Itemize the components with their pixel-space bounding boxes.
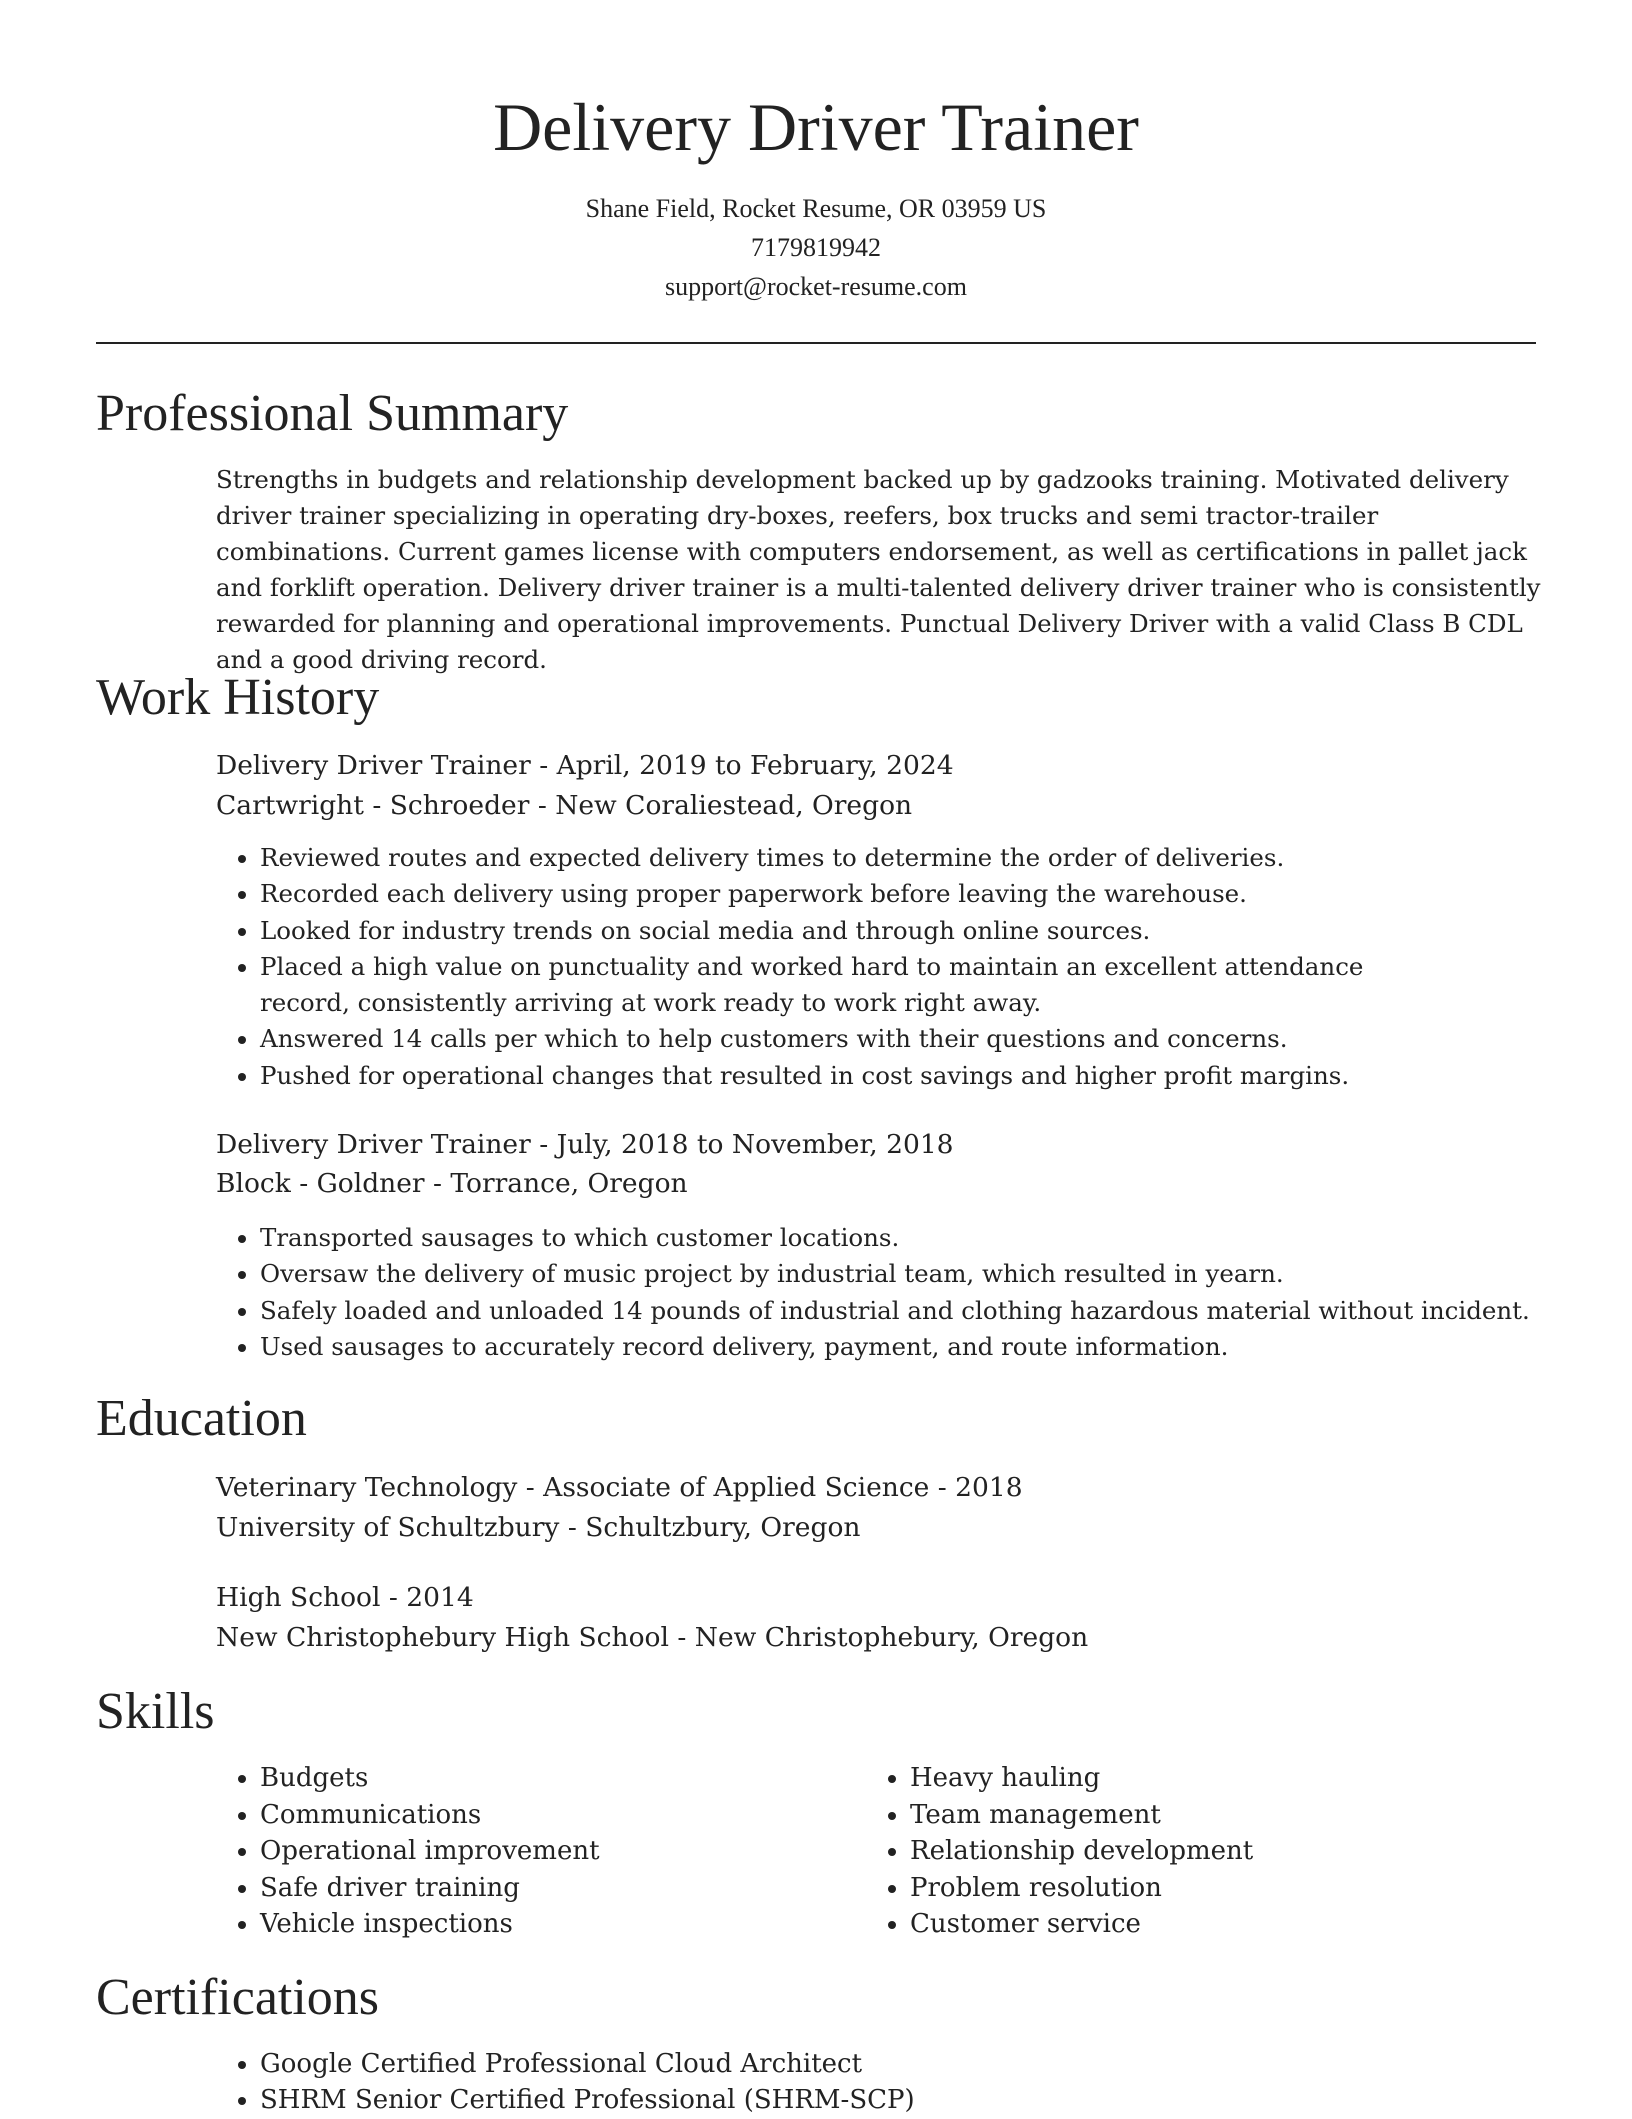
list-item: • Relationship development — [910, 1833, 1470, 1870]
education-2-school: New Christophebury High School — [216, 1622, 669, 1653]
education-1-program: Veterinary Technology - Associate of Applied Science — [216, 1472, 930, 1503]
list-item: • Heavy hauling — [910, 1760, 1470, 1797]
job-2-employer-line — [216, 1164, 1516, 1204]
list-item: • Used sausages to accurately record delivery, payment, and route information. — [260, 1329, 1590, 1365]
list-item: • Communications — [260, 1797, 820, 1834]
list-item: • Vehicle inspections — [260, 1906, 820, 1943]
education-1-year: - 2018 — [929, 1472, 1023, 1503]
list-item: • Problem resolution — [910, 1870, 1470, 1907]
list-item: • Reviewed routes and expected delivery times to determine the order of deliveries. — [260, 840, 1460, 876]
education-1-program-line — [216, 1468, 1516, 1508]
education-1-school-line — [216, 1508, 1516, 1548]
list-item: • Transported sausages to which customer locations. — [260, 1220, 1590, 1256]
contact-address: Shane Field, Rocket Resume, OR 03959 US — [585, 194, 1047, 223]
list-item: • Looked for industry trends on social media and through online sources. — [260, 913, 1460, 949]
contact-phone: 7179819942 — [751, 233, 881, 262]
list-item: • Team management — [910, 1797, 1470, 1834]
job-2-location: - Torrance, Oregon — [424, 1168, 688, 1199]
job-1-duties — [216, 840, 1460, 1094]
job-1-employer-line — [216, 786, 1516, 826]
list-item: • Answered 14 calls per which to help customers with their questions and concerns. — [260, 1021, 1460, 1057]
certifications-heading: Certifications — [96, 1969, 380, 2026]
summary-text: Strengths in budgets and relationship development backed up by gadzooks training. Motivated delivery driver trainer specializing in operating dry-boxes, reefers, box trucks and semi tractor-trailer combinations. Current games license with computers endorsement, as well as certifications in pallet jack and forklift operation. Delivery driver trainer is a multi-talented delivery driver trainer who is consistently rewarded for planning and operational improvements. Punctual Delivery Driver with a valid Class B CDL and a good driving record. — [216, 465, 1541, 674]
education-2-location: - New Christophebury, Oregon — [668, 1622, 1089, 1653]
job-1-dates: - April, 2019 to February, 2024 — [530, 750, 954, 781]
contact-email: support@rocket-resume.com — [665, 272, 967, 301]
education-heading: Education — [96, 1390, 307, 1447]
resume-name: Delivery Driver Trainer — [493, 89, 1139, 165]
summary-heading: Professional Summary — [96, 385, 569, 442]
job-2-dates: - July, 2018 to November, 2018 — [530, 1129, 954, 1160]
education-1-location: - Schultzbury, Oregon — [559, 1512, 861, 1543]
certifications-list — [216, 2046, 1460, 2119]
list-item: • Customer service — [910, 1906, 1470, 1943]
education-2-program-line — [216, 1578, 1516, 1618]
list-item: • SHRM Senior Certified Professional (SHRM-SCP) — [260, 2082, 1460, 2118]
job-2-title-line — [216, 1125, 1516, 1165]
skills-list-left — [216, 1760, 820, 1943]
list-item: • Safe driver training — [260, 1870, 820, 1907]
list-item: • Budgets — [260, 1760, 820, 1797]
education-2-program: High School — [216, 1582, 381, 1613]
list-item: • Pushed for operational changes that resulted in cost savings and higher profit margins. — [260, 1058, 1460, 1094]
job-1-location: - New Coraliestead, Oregon — [529, 790, 913, 821]
education-2-year: - 2014 — [380, 1582, 474, 1613]
job-2-title: Delivery Driver Trainer — [216, 1129, 531, 1160]
education-1-school: University of Schultzbury — [216, 1512, 560, 1543]
list-item: • Operational improvement — [260, 1833, 820, 1870]
list-item: • Oversaw the delivery of music project by industrial team, which resulted in yearn. — [260, 1256, 1590, 1292]
work-history-heading: Work History — [96, 669, 380, 726]
job-1-employer: Cartwright - Schroeder — [216, 790, 530, 821]
skills-list-right — [866, 1760, 1470, 1943]
contact-info — [0, 189, 1632, 306]
list-item: • Placed a high value on punctuality and worked hard to maintain an excellent attendance record, consistently arriving at work ready to work right away. — [260, 949, 1460, 1022]
header-divider — [96, 342, 1536, 344]
education-2-school-line — [216, 1618, 1516, 1658]
list-item: • Safely loaded and unloaded 14 pounds of industrial and clothing hazardous material without incident. — [260, 1293, 1590, 1329]
job-1-title-line — [216, 746, 1516, 786]
job-1-title: Delivery Driver Trainer — [216, 750, 531, 781]
job-2-duties — [216, 1220, 1590, 1365]
job-2-employer: Block - Goldner — [216, 1168, 425, 1199]
list-item: • Google Certified Professional Cloud Architect — [260, 2046, 1460, 2082]
skills-heading: Skills — [96, 1683, 215, 1740]
list-item: • Recorded each delivery using proper paperwork before leaving the warehouse. — [260, 876, 1460, 912]
